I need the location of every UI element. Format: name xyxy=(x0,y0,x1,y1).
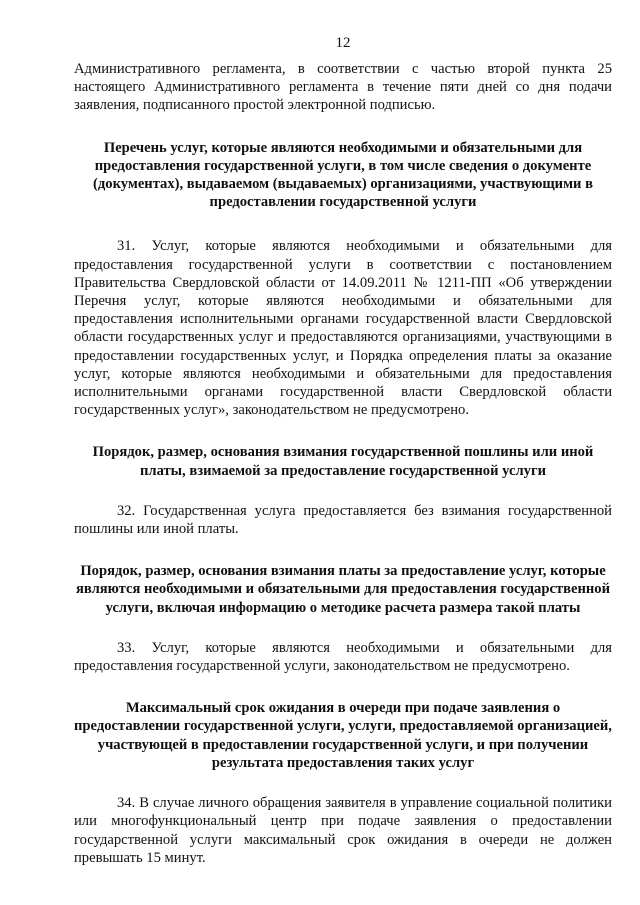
spacer xyxy=(74,538,612,562)
heading-max-waiting-time: Максимальный срок ожидания в очереди при подаче заявления о предоставлении государственной услуги, услуги, предоставляемой организацией, участвующей в предоставлении государственной услуги, и при получении результата предоставления таких услуг xyxy=(74,700,612,771)
spacer xyxy=(74,675,612,699)
spacer xyxy=(74,617,612,639)
spacer xyxy=(74,419,612,443)
page-number: 12 xyxy=(335,35,351,51)
intro-paragraph: Административного регламента, в соответствии с частью второй пункта 25 настоящего Административного регламента в течение пяти дней со дня подачи заявления, подписанного простой электронной подписью. xyxy=(74,61,612,114)
spacer xyxy=(74,115,612,139)
heading-fee-for-required-services: Порядок, размер, основания взимания платы за предоставление услуг, которые являются необходимыми и обязательными для предоставления государственной услуги, включая информацию о методике расчета размера такой платы xyxy=(76,563,610,616)
heading-required-services-list: Перечень услуг, которые являются необходимыми и обязательными для предоставления государственной услуги, в том числе сведения о документе (документах), выдаваемом (выдаваемых) организациями, участвующими в предоставлении государственной услуги xyxy=(93,139,593,211)
paragraph-34: 34. В случае личного обращения заявителя в управление социальной политики или многофункциональный центр при подаче заявления о предоставлении государственной услуги максимальный срок ожидания в очереди не должен превышать 15 минут. xyxy=(74,795,612,866)
paragraph-32: 32. Государственная услуга предоставляется без взимания государственной пошлины или иной платы. xyxy=(74,502,612,538)
paragraph-33: 33. Услуг, которые являются необходимыми и обязательными для предоставления государственной услуги, законодательством не предусмотрено. xyxy=(74,639,612,675)
spacer xyxy=(74,772,612,794)
paragraph-31: 31. Услуг, которые являются необходимыми и обязательными для предоставления государственной услуги в соответствии с постановлением Правительства Свердловской области от 14.09.2011 № 1211-ПП «Об утверждении Перечня услуг, которые являются необходимыми и обязательными для предоставления исполнительными органами государственной власти Свердловской области государственных услуг и предоставляются организациями, участвующими в предоставлении государственных услуг, и Порядка определения платы за оказание услуг, которые являются необходимыми и обязательными для предоставления исполнительными органами государственной власти Свердловской области государственных услуг», законодательством не предусмотрено. xyxy=(74,238,612,419)
document-page xyxy=(74,34,612,867)
spacer xyxy=(74,480,612,502)
spacer xyxy=(74,211,612,237)
heading-state-fee: Порядок, размер, основания взимания государственной пошлины или иной платы, взимаемой за предоставление государственной услуги xyxy=(92,444,594,479)
